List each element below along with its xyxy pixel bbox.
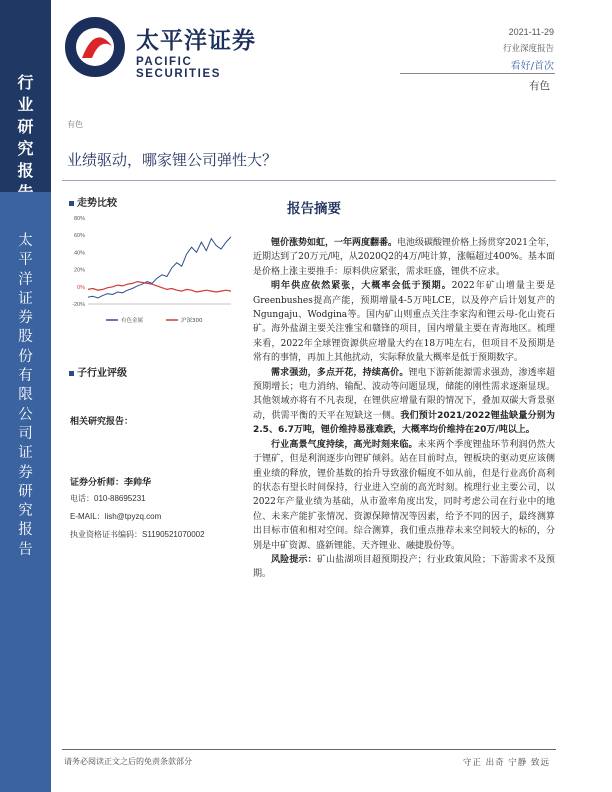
report-date: 2021-11-29	[508, 27, 554, 37]
footer-divider	[62, 749, 556, 750]
related-reports-label: 相关研究报告：	[70, 417, 134, 427]
y-tick-label: -20%	[72, 302, 85, 308]
legend-label: 沪深300	[181, 318, 203, 324]
para-text: 矿山盐湖项目超预期投产；行业政策风险；下游需求不及预期。	[253, 554, 555, 580]
sidebar-report-category: 行 业 研 究 报	[17, 73, 34, 180]
para-lead: 行业高景气度持续，高光时刻来临。	[271, 439, 418, 450]
summary-para	[253, 236, 555, 279]
y-tick-label: 60%	[73, 233, 85, 240]
footer-motto: 守正 出奇 宁静 致远	[462, 758, 550, 768]
y-tick-label: 80%	[73, 216, 85, 222]
header-divider	[400, 73, 555, 74]
para-text: 2022年矿山增量主要是Greenbushes提高产能，预期增量4-5万吨LCE，以及停产后计划复产的Ngungaju、Wodgina等。国内矿山则重点关注李家沟和锂云母-化山瓷石矿。海外盐湖主要关注雅宝和赣锋的项目，国内增量主要在青海地区。梳理来看，2022年全球锂资源供应增量大约在18万吨左右，但项目不及预期是常有的事情，再加上其他扰动，实际释放量大概率是低于预期数字。	[253, 281, 555, 364]
y-tick-label: 0%	[77, 284, 85, 291]
industry-name: 有色	[529, 80, 550, 92]
para-text: 锂电下游新能源需求强劲，渗透率超预期增长；电力消纳、输配、波动等问题显现，储能的刚性需求逐渐显现。其他领域亦将有不凡表现，在锂供应增量有限的情况下，叠加双碳大背景驱动，供需平衡的天平在短缺这一侧。	[253, 367, 555, 421]
section-square-icon	[69, 371, 74, 376]
analyst-email: E-MAIL：lish@tpyzq.com	[70, 512, 162, 521]
para-lead: 风险提示：	[271, 554, 317, 565]
trend-heading	[69, 194, 117, 209]
trend-chart	[66, 212, 236, 332]
industry-rating: 看好/首次	[510, 61, 554, 72]
legend-label: 有色金属	[121, 318, 144, 324]
para-text: 未来两个季度锂盐环节利润仍然大于锂矿，但是利润逐步向锂矿倾斜。站在目前时点，锂板块的驱动更应该侧重业绩的释放，锂价基数的抬升导致涨价幅度不如从前，但是行业高价高利的状态有望长时间保持，行业进入空前的高光时刻。梳理行业主要公司，以2022年产量业绩为基础，从市盈率角度出发，同时考虑公司在行业中的地位、未来产能扩张情况、资源保障情况等因素，给予不同的因子，最终测算出目标市值和相对空间。综合测算，我们重点推荐未来空间较大的标的，分别是中矿资源、盛新锂能、天齐锂业、融捷股份等。	[253, 439, 555, 551]
series-line-0	[88, 237, 231, 298]
footer-disclaimer: 请务必阅读正文之后的免责条款部分	[64, 757, 192, 766]
trend-heading-text: 走势比较	[77, 198, 117, 209]
sub-rating-heading-text: 子行业评级	[77, 368, 127, 379]
logo-name-en: PACIFIC SECURITIES	[136, 56, 222, 80]
y-tick-label: 20%	[73, 267, 85, 274]
summary-para	[253, 438, 555, 553]
summary-para	[253, 366, 555, 438]
series-line-1	[88, 282, 231, 292]
summary-para	[253, 553, 555, 582]
title-divider	[62, 180, 556, 181]
breadcrumb: 有色	[67, 120, 83, 129]
analyst-phone: 电话：010-88695231	[70, 494, 146, 503]
analyst-name: 证券分析师：李帅华	[70, 478, 152, 488]
sidebar-top-panel	[0, 0, 51, 192]
left-sidebar	[0, 0, 51, 792]
sub-rating-heading	[69, 364, 127, 379]
para-lead: 锂价涨势如虹，一年两度翻番。	[271, 238, 398, 248]
analyst-cert: 执业资格证书编码：S1190521070002	[70, 530, 205, 539]
para-lead: 我们预计2021/2022锂盐缺量分别为2.5、6.7万吨，锂价维持易涨难跌，大概率均价维持在20万/吨以上。	[253, 410, 555, 436]
para-text: 电池级碳酸锂价格上扬贯穿2021全年，近期达到了20万元/吨，从2020Q2的4万/吨计算，涨幅超过400%。基本面是价格上涨主要推手：原料供应紧张，需求旺盛，锂供不应求。	[253, 238, 555, 277]
logo-name-cn: 太平洋证券	[136, 28, 256, 54]
y-tick-label: 40%	[73, 250, 85, 257]
para-lead: 明年供应依然紧张，大概率会低于预期。	[271, 281, 452, 292]
summary-body	[253, 236, 555, 582]
summary-title: 报告摘要	[287, 201, 341, 217]
page-title: 业绩驱动，哪家锂公司弹性大？	[67, 151, 278, 169]
section-square-icon	[69, 201, 74, 206]
company-logo	[64, 16, 264, 80]
sidebar-company-text: 太 平 洋 证 券 股 份 有 限 公 司 证 券 研 究 报 告	[18, 233, 33, 558]
report-type: 行业深度报告	[502, 44, 554, 54]
para-lead: 需求强劲，多点开花，持续高价。	[271, 367, 409, 378]
summary-para	[253, 279, 555, 365]
logo-mark-icon	[64, 16, 126, 78]
sidebar-bottom-panel	[0, 192, 51, 792]
